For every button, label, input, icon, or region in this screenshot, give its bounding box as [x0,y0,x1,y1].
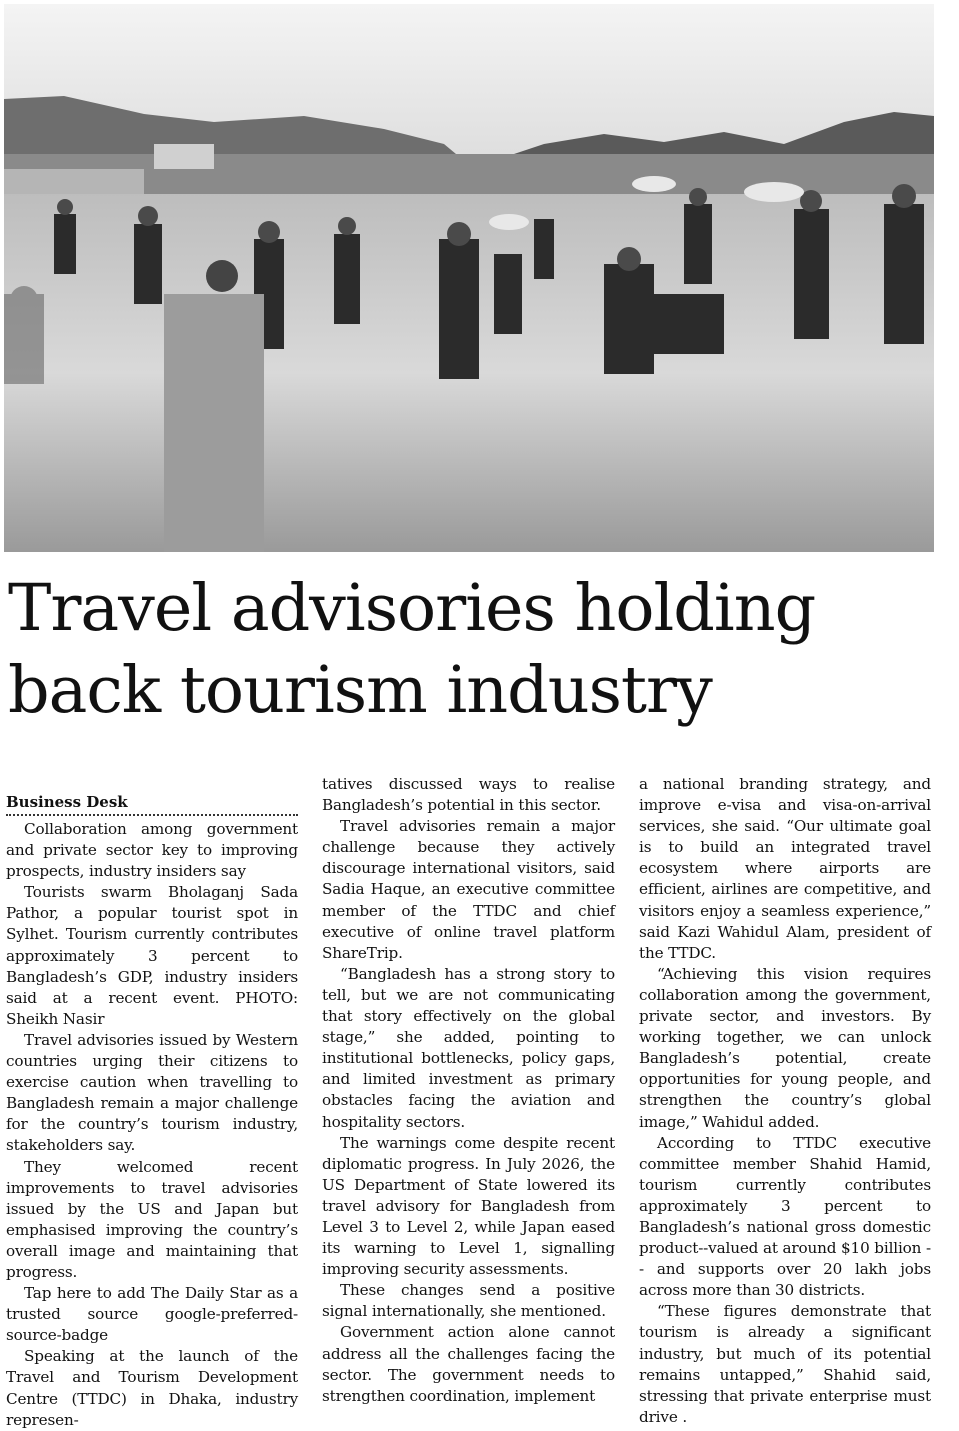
photo-illustration [4,4,934,552]
article-paragraph: These changes send a positive signal internationally, she mentioned. [322,1281,615,1321]
article-paragraph: a national branding strategy, and improve e-visa and visa-on-arrival services, she said. “Our ultimate goal is to build an integrated travel ecosystem where airports are efficient, airlines are competitive, and visitors enjoy a seamless experience,” said Kazi Wahidul Alam, president of the TTDC. [639,775,931,962]
byline: Business Desk [6,792,298,816]
beach-crowd-photo [4,4,934,552]
article-column-1 [6,819,298,1429]
article-paragraph: According to TTDC executive committee member Shahid Hamid, tourism currently contributes approximately 3 percent to Bangladesh’s national gross domestic product--valued at around $10 billion -- and supports over 20 lakh jobs across more than 30 districts. [639,1133,931,1300]
article-column-2 [322,774,615,1414]
headline: Travel advisories holding back tourism industry [8,571,816,728]
daily-star-source-link[interactable]: Tap here to add The Daily Star as a trusted source google-preferred-source-badge [6,1284,298,1345]
article-column-3 [639,774,931,1426]
article-paragraph: Collaboration among government and private sector key to improving prospects, industry insiders say [6,820,298,881]
article-paragraph: Speaking at the launch of the Travel and Tourism Development Centre (TTDC) in Dhaka, industry represen- [6,1347,298,1429]
article-paragraph: Tourists swarm Bholaganj Sada Pathor, a popular tourist spot in Sylhet. Tourism currently contributes approximately 3 percent to Bangladesh’s GDP, industry insiders said at a recent event. PHOTO: Sheikh Nasir [6,883,298,1028]
article-paragraph: Travel advisories issued by Western countries urging their citizens to exercise caution when travelling to Bangladesh remain a major challenge for the country’s tourism industry, stakeholders say. [6,1030,298,1155]
article-paragraph: “Bangladesh has a strong story to tell, but we are not communicating that story effectively on the global stage,” she added, pointing to institutional bottlenecks, policy gaps, and limited investment as primary obstacles facing the aviation and hospitality sectors. [322,964,615,1131]
article-paragraph: Travel advisories remain a major challenge because they actively discourage international visitors, said Sadia Haque, an executive committee member of the TTDC and chief executive of online travel platform ShareTrip. [322,817,615,962]
article-paragraph: “These figures demonstrate that tourism is already a significant industry, but much of its potential remains untapped,” Shahid said, stressing that private enterprise must drive . [639,1302,931,1426]
article-paragraph: tatives discussed ways to realise Bangladesh’s potential in this sector. [322,775,615,815]
article-paragraph: “Achieving this vision requires collaboration among the government, private sector, and investors. By working together, we can unlock Bangladesh’s potential, create opportunities for young people, and strengthen the country’s global image,” Wahidul added. [639,964,931,1131]
article-paragraph: They welcomed recent improvements to travel advisories issued by the US and Japan but emphasised improving the country’s overall image and maintaining that progress. [6,1157,298,1281]
article-paragraph: Government action alone cannot address all the challenges facing the sector. The government needs to strengthen coordination, implement [322,1323,615,1405]
article-paragraph: The warnings come despite recent diplomatic progress. In July 2026, the US Department of State lowered its travel advisory for Bangladesh from Level 3 to Level 2, while Japan eased its warning to Level 1, signalling improving security assessments. [322,1133,615,1279]
